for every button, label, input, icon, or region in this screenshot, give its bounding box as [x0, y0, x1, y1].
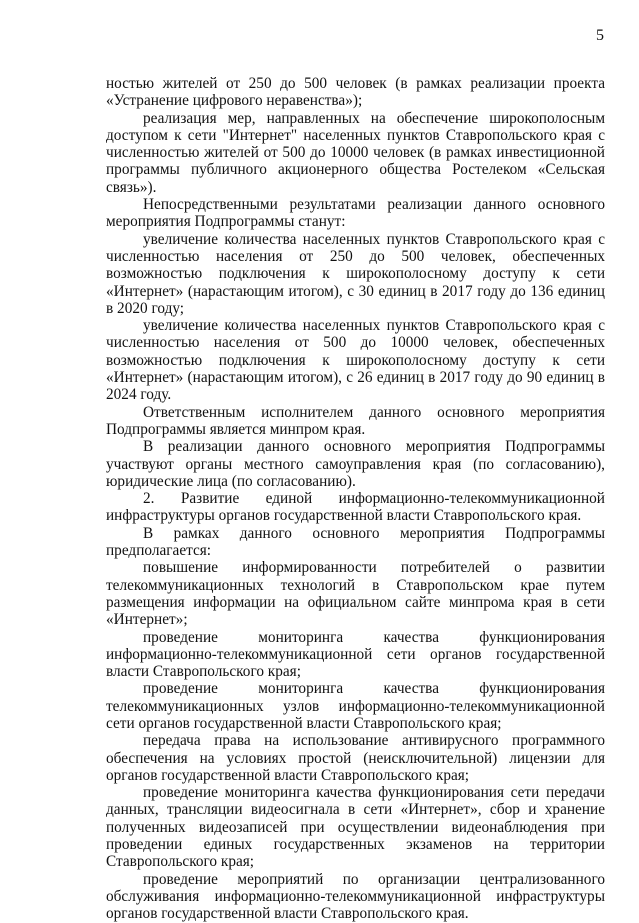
paragraph: увеличение количества населенных пунктов Ставропольского края с численностью населения от 250 до 500 человек, обеспеченных возможностью подключения к широкополосному доступу к сети «Интернет» (нарастающим итогом), с 30 единиц в 2017 году до 136 единиц в 2020 году;	[106, 230, 605, 317]
list-item: передача права на использование антивирусного программного обеспечения на условиях простой (неисключительной) лицензии для органов государственной власти Ставропольского края;	[106, 732, 605, 784]
list-item: проведение мониторинга качества функционирования телекоммуникационных узлов информационно-телекоммуникационной сети органов государственной власти Ставропольского края;	[106, 680, 605, 732]
document-body	[106, 75, 605, 923]
list-item: проведение мониторинга качества функционирования сети передачи данных, трансляции видеосигнала в сети «Интернет», сбор и хранение полученных видеозаписей при осуществлении видеонаблюдения при проведении единых государственных экзаменов на территории Ставропольского края;	[106, 784, 605, 871]
list-item: проведение мониторинга качества функционирования информационно-телекоммуникационной сети органов государственной власти Ставропольского края;	[106, 628, 605, 681]
list-item: повышение информированности потребителей о развитии телекоммуникационных технологий в Ставропольском крае путем размещения информации на официальном сайте минпрома края в сети «Интернет»;	[106, 559, 605, 629]
paragraph-continuation: ностью жителей от 250 до 500 человек (в рамках реализации проекта «Устранение цифрового неравенства»);	[106, 75, 605, 110]
paragraph: Непосредственными результатами реализации данного основного мероприятия Подпрограммы станут:	[106, 196, 605, 231]
list-item: проведение мероприятий по организации централизованного обслуживания информационно-телекоммуникационной инфраструктуры органов государственной власти Ставропольского края.	[106, 870, 605, 923]
paragraph: Ответственным исполнителем данного основного мероприятия Подпрограммы является минпром края.	[106, 403, 605, 438]
paragraph: увеличение количества населенных пунктов Ставропольского края с численностью населения от 500 до 10000 человек, обеспеченных возможностью подключения к широкополосному доступу к сети «Интернет» (нарастающим итогом), с 26 единиц в 2017 году до 90 единиц в 2024 году.	[106, 317, 605, 404]
paragraph: В реализации данного основного мероприятия Подпрограммы участвуют органы местного самоуправления края (по согласованию), юридические лица (по согласованию).	[106, 438, 605, 490]
page-number: 5	[596, 27, 604, 44]
paragraph: реализация мер, направленных на обеспечение широкополосным доступом к сети "Интернет" населенных пунктов Ставропольского края с численностью жителей от 500 до 10000 человек (в рамках инвестиционной программы публичного акционерного общества Ростелеком «Сельская связь»).	[106, 109, 605, 196]
section-heading: 2. Развитие единой информационно-телекоммуникационной инфраструктуры органов государственной власти Ставропольского края.	[106, 490, 605, 525]
paragraph: В рамках данного основного мероприятия Подпрограммы предполагается:	[106, 524, 605, 560]
